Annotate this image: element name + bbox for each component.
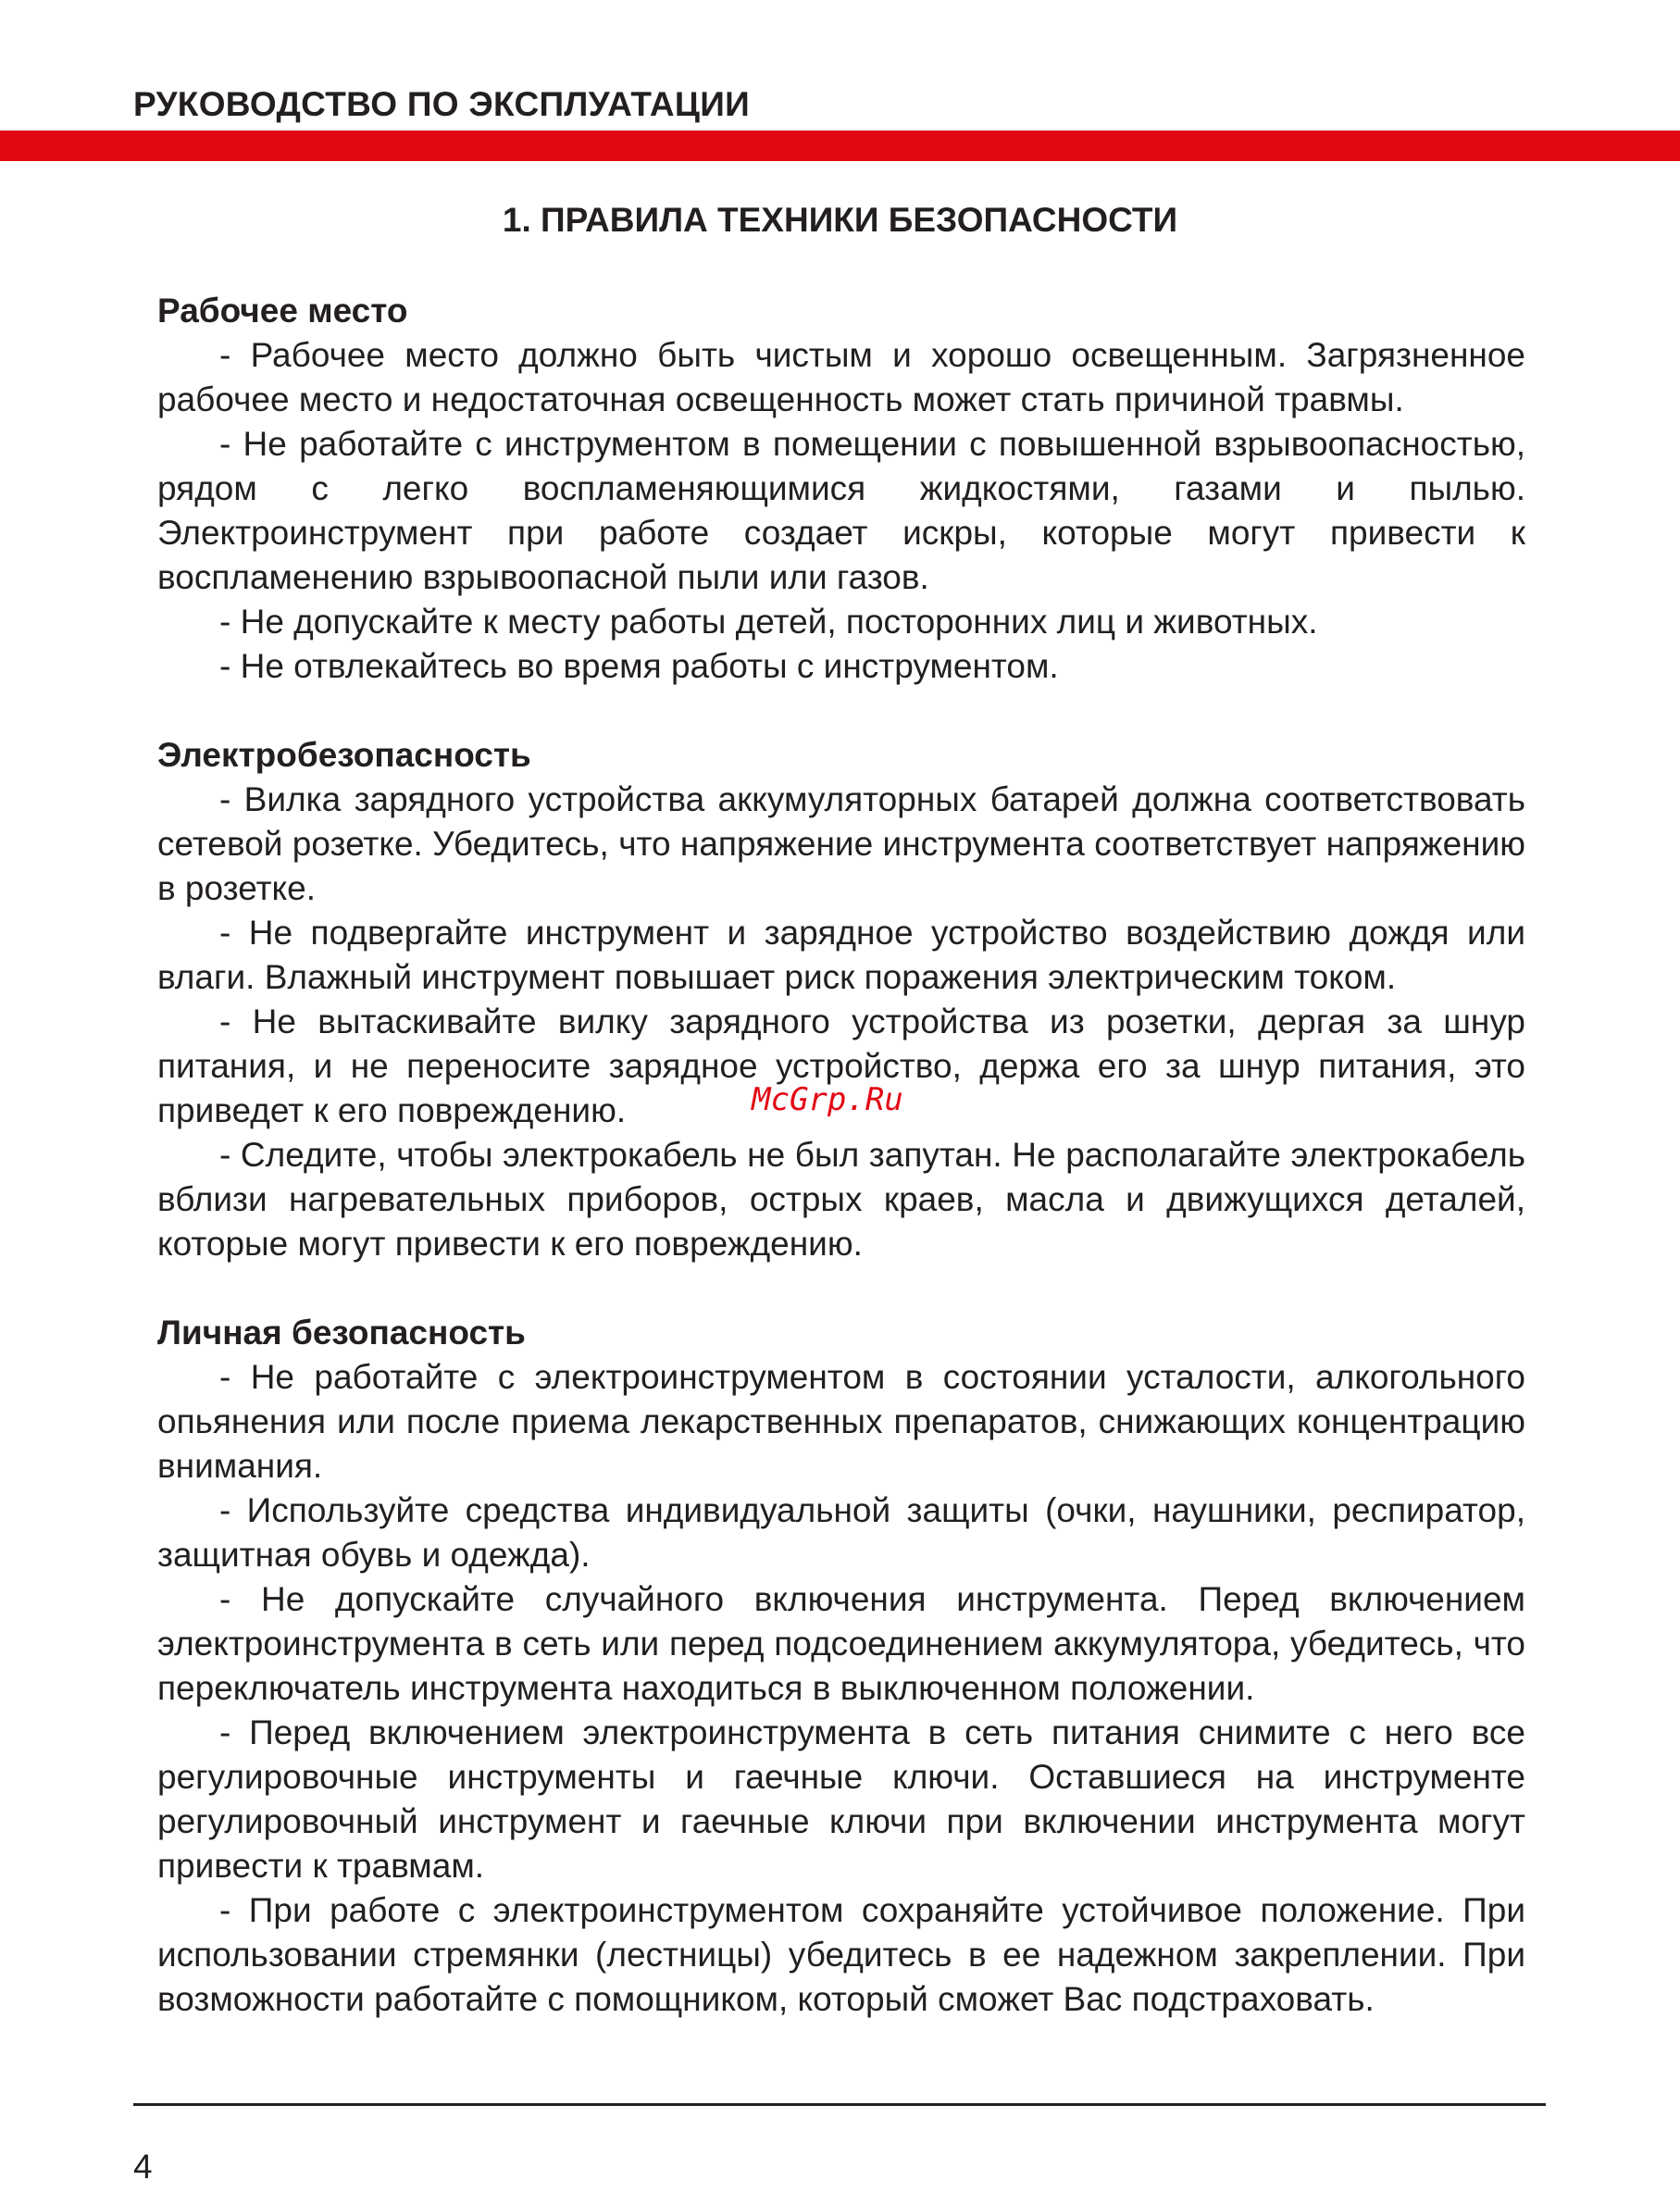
paragraph: - Не отвлекайтесь во время работы с инструментом. xyxy=(219,647,1059,685)
site-watermark: McGrp.Ru xyxy=(752,1081,903,1118)
section-title: 1. ПРАВИЛА ТЕХНИКИ БЕЗОПАСНОСТИ xyxy=(502,201,1178,239)
section-heading: Электробезопасность xyxy=(157,736,531,774)
document-body xyxy=(157,289,1525,2022)
manual-header-title: РУКОВОДСТВО ПО ЭКСПЛУАТАЦИИ xyxy=(133,85,751,123)
paragraph: - Используйте средства индивидуальной защиты (очки, наушники, респиратор, защитная обувь и одежда). xyxy=(157,1491,1525,1574)
section-heading: Личная безопасность xyxy=(157,1314,526,1352)
paragraph: - Не допускайте случайного включения инструмента. Перед включением электроинструмента в сеть или перед подсоединением аккумулятора, убедитесь, что переключатель инструмента находиться в выключенном положении. xyxy=(157,1580,1525,1707)
section-personal-safety xyxy=(157,1311,1525,2022)
paragraph: - Не подвергайте инструмент и зарядное устройство воздействию дождя или влаги. Влажный инструмент повышает риск поражения электрическим током. xyxy=(157,914,1525,996)
section-electrical-safety xyxy=(157,733,1525,1266)
paragraph: - Не допускайте к месту работы детей, посторонних лиц и животных. xyxy=(219,603,1318,641)
paragraph: - При работе с электроинструментом сохраняйте устойчивое положение. При использовании стремянки (лестницы) убедитесь в ее надежном закреплении. При возможности работайте с помощником, который сможет Вас подстраховать. xyxy=(157,1891,1525,2018)
paragraph: - Рабочее место должно быть чистым и хорошо освещенным. Загрязненное рабочее место и недостаточная освещенность может стать причиной травмы. xyxy=(157,336,1525,418)
page-number: 4 xyxy=(133,2148,153,2186)
section-heading: Рабочее место xyxy=(157,292,408,330)
paragraph: - Не работайте с электроинструментом в состоянии усталости, алкогольного опьянения или после приема лекарственных препаратов, снижающих концентрацию внимания. xyxy=(157,1358,1525,1485)
paragraph: - Вилка зарядного устройства аккумуляторных батарей должна соответствовать сетевой розетке. Убедитесь, что напряжение инструмента соответствует напряжению в розетке. xyxy=(157,780,1525,907)
paragraph: - Перед включением электроинструмента в сеть питания снимите с него все регулировочные инструменты и гаечные ключи. Оставшиеся на инструменте регулировочный инструмент и гаечные ключи при включении инструмента могут привести к травмам. xyxy=(157,1713,1525,1885)
paragraph: - Следите, чтобы электрокабель не был запутан. Не располагайте электрокабель вблизи нагревательных приборов, острых краев, масла и движущихся деталей, которые могут привести к его повреждению. xyxy=(157,1136,1525,1263)
paragraph: - Не работайте с инструментом в помещении с повышенной взрывоопасностью, рядом с легко воспламеняющимися жидкостями, газами и пылью. Электроинструмент при работе создает искры, которые могут привести к воспламенению взрывоопасной пыли или газов. xyxy=(157,425,1525,596)
paragraph: - Не вытаскивайте вилку зарядного устройства из розетки, дергая за шнур питания, и не переносите зарядное устройство, держа его за шнур питания, это приведет к его повреждению. xyxy=(157,1003,1525,1129)
section-workplace xyxy=(157,289,1525,689)
footer-divider xyxy=(133,2103,1546,2106)
header-red-band xyxy=(0,131,1680,161)
